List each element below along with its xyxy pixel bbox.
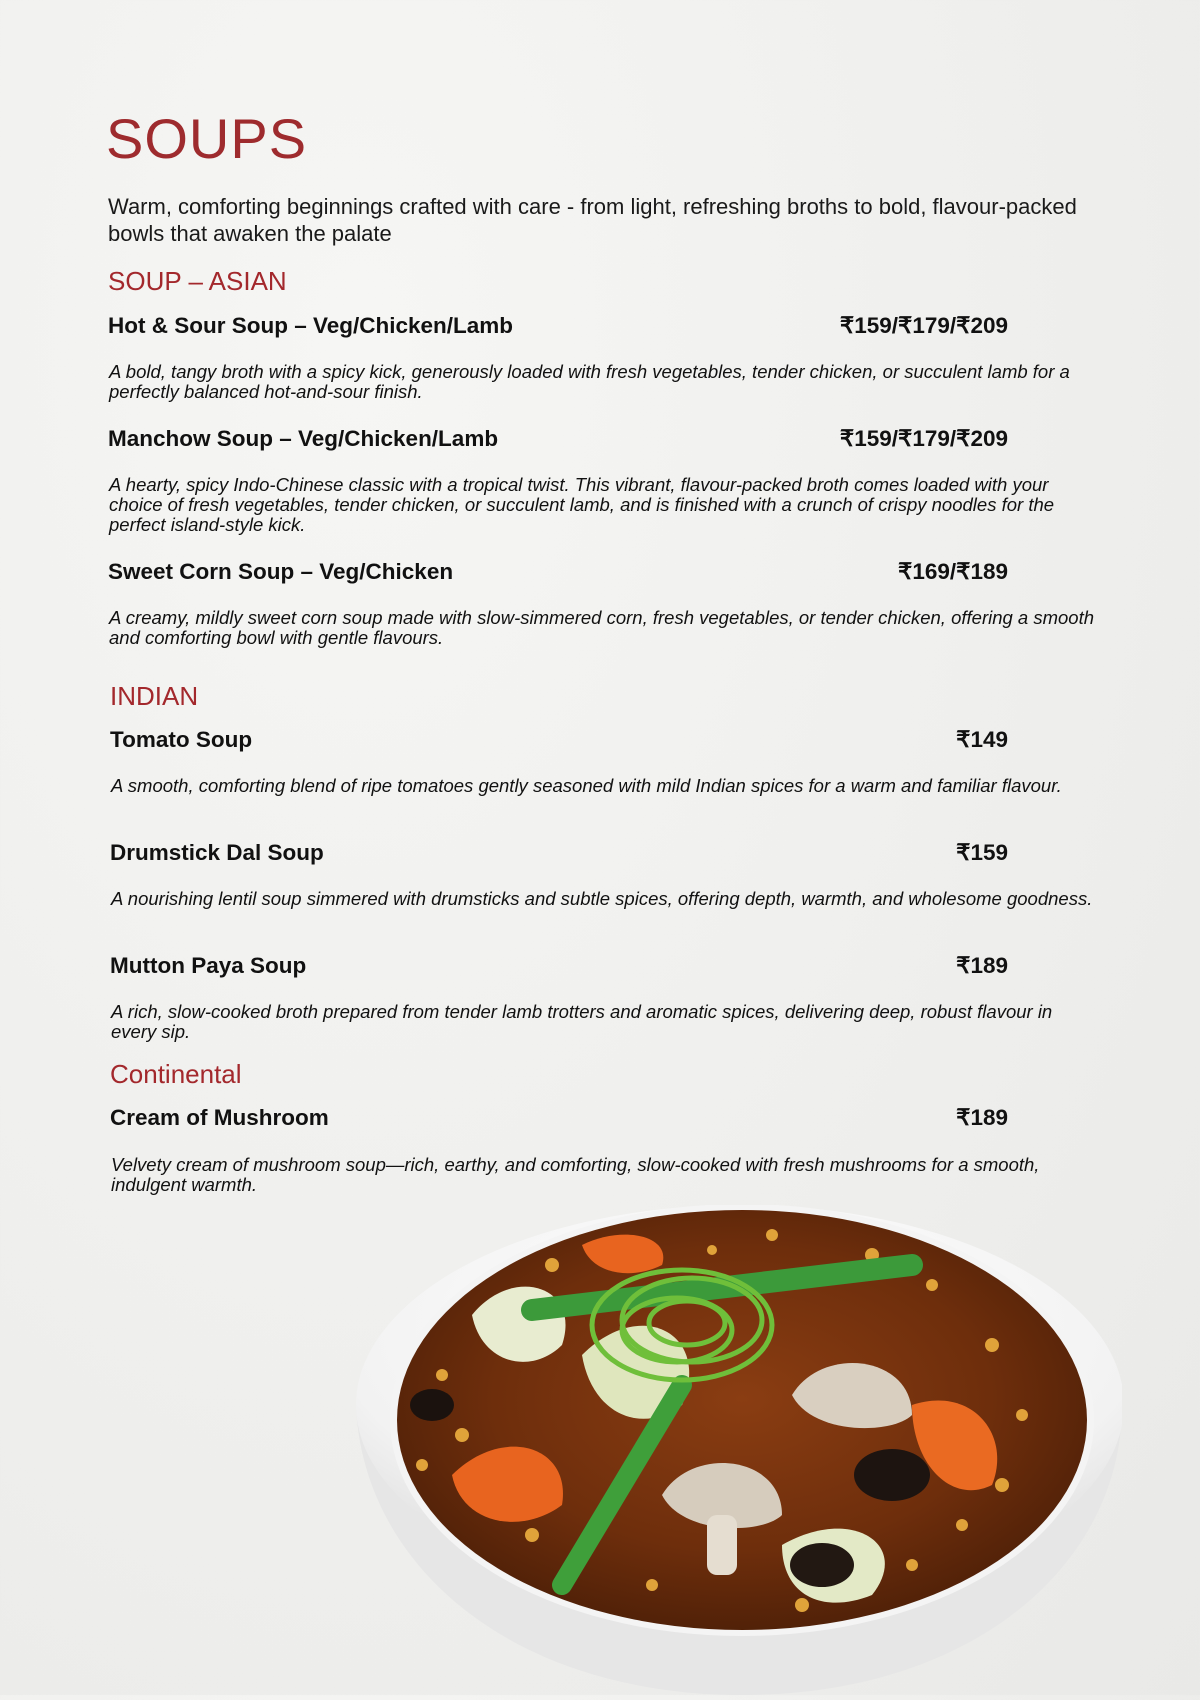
item-price-drumstick-dal: ₹159 (956, 840, 1008, 865)
item-desc-cream-mushroom: Velvety cream of mushroom soup—rich, earthy, and comforting, slow-cooked with fresh mushrooms for a smooth, indulgent warmth. (111, 1154, 1040, 1195)
item-price-hot-sour: ₹159/₹179/₹209 (839, 313, 1008, 338)
item-name-tomato: Tomato Soup (110, 727, 253, 752)
item-name-hot-sour: Hot & Sour Soup – Veg/Chicken/Lamb (108, 313, 514, 338)
item-name-drumstick-dal: Drumstick Dal Soup (110, 840, 324, 865)
intro-text: Warm, comforting beginnings crafted with care - from light, refreshing broths to bold, flavour-packed bowls that awaken the palate (108, 194, 1077, 246)
page-title: SOUPS (106, 107, 308, 170)
item-name-cream-mushroom: Cream of Mushroom (110, 1105, 329, 1130)
section-heading-indian: INDIAN (110, 681, 199, 711)
item-name-sweet-corn: Sweet Corn Soup – Veg/Chicken (108, 559, 454, 584)
item-name-mutton-paya: Mutton Paya Soup (110, 953, 307, 978)
soup-bowl-icon (352, 1205, 1122, 1695)
item-desc-mutton-paya: A rich, slow-cooked broth prepared from tender lamb trotters and aromatic spices, delivering deep, robust flavour in every sip. (111, 1001, 1053, 1042)
item-desc-drumstick-dal: A nourishing lentil soup simmered with drumsticks and subtle spices, offering depth, warmth, and wholesome goodness. (111, 888, 1093, 909)
item-desc-sweet-corn: A creamy, mildly sweet corn soup made with slow-simmered corn, fresh vegetables, or tender chicken, offering a smooth and comforting bowl with gentle flavours. (109, 607, 1095, 648)
section-heading-continental: Continental (110, 1059, 242, 1089)
item-name-manchow: Manchow Soup – Veg/Chicken/Lamb (108, 426, 499, 451)
item-price-manchow: ₹159/₹179/₹209 (839, 426, 1008, 451)
soup-bowl-image (352, 1205, 1122, 1695)
item-price-tomato: ₹149 (956, 727, 1008, 752)
item-desc-tomato: A smooth, comforting blend of ripe tomatoes gently seasoned with mild Indian spices for a warm and familiar flavour. (111, 775, 1062, 796)
item-price-cream-mushroom: ₹189 (956, 1105, 1008, 1130)
item-price-mutton-paya: ₹189 (956, 953, 1008, 978)
item-desc-hot-sour: A bold, tangy broth with a spicy kick, generously loaded with fresh vegetables, tender chicken, or succulent lamb for a perfectly balanced hot-and-sour finish. (109, 361, 1070, 402)
item-price-sweet-corn: ₹169/₹189 (898, 559, 1008, 584)
section-heading-asian: SOUP – ASIAN (108, 266, 287, 296)
item-desc-manchow: A hearty, spicy Indo-Chinese classic with a tropical twist. This vibrant, flavour-packed broth comes loaded with your choice of fresh vegetables, tender chicken, or succulent lamb, and is finished with a crunch of crispy noodles for the perfect island-style kick. (109, 474, 1055, 535)
